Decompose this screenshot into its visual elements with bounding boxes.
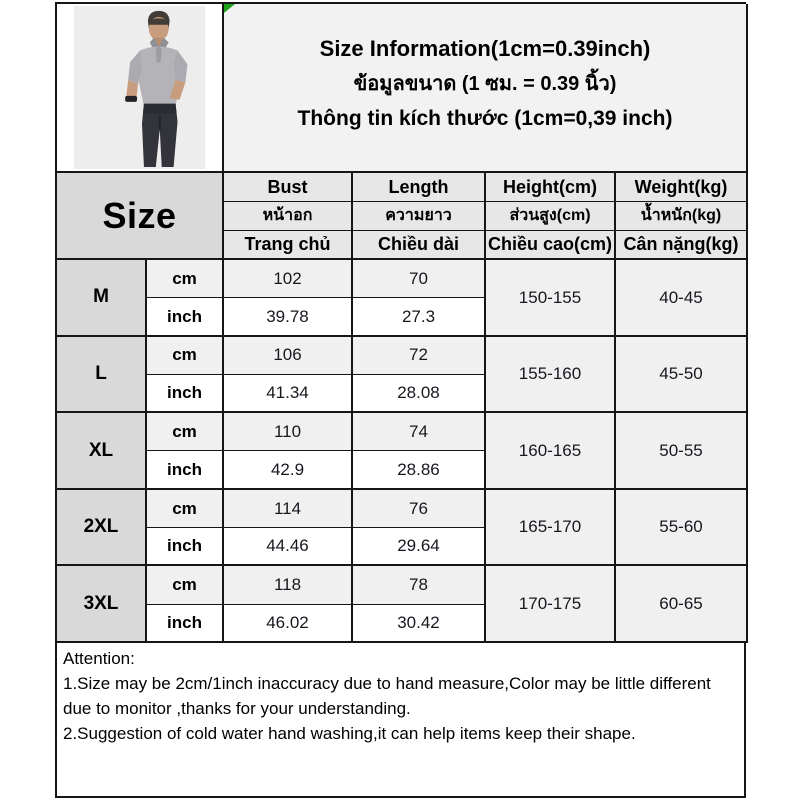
bust-cm-xl: 110: [224, 413, 353, 451]
bust-cm-3xl: 118: [224, 566, 353, 604]
height-m: 150-155: [486, 260, 616, 337]
size-label-xl: XL: [57, 413, 147, 490]
col-weight-en: Weight(kg): [616, 173, 748, 202]
unit-inch-label: inch: [147, 528, 224, 566]
bust-cm-2xl: 114: [224, 490, 353, 528]
unit-cm-label: cm: [147, 490, 224, 528]
attention-heading: Attention:: [63, 648, 135, 668]
size-label-m: M: [57, 260, 147, 337]
length-cm-2xl: 76: [353, 490, 486, 528]
size-label-l: L: [57, 337, 147, 414]
col-bust-en: Bust: [224, 173, 353, 202]
col-weight-th: น้ำหนัก(kg): [616, 202, 748, 231]
length-inch-l: 28.08: [353, 375, 486, 413]
length-cm-xl: 74: [353, 413, 486, 451]
bust-inch-xl: 42.9: [224, 451, 353, 489]
attention-note: [55, 643, 746, 798]
attention-line-2: 2.Suggestion of cold water hand washing,it can help items keep their shape.: [63, 723, 636, 743]
title-vietnamese: Thông tin kích thước (1cm=0,39 inch): [297, 106, 673, 130]
col-length-en: Length: [353, 173, 486, 202]
unit-cm-label: cm: [147, 413, 224, 451]
bust-inch-m: 39.78: [224, 298, 353, 336]
col-weight-vi: Cân nặng(kg): [616, 231, 748, 260]
unit-cm-label: cm: [147, 260, 224, 298]
unit-inch-label: inch: [147, 451, 224, 489]
corner-marker-icon: [224, 4, 235, 13]
size-table: [55, 2, 746, 643]
col-height-en: Height(cm): [486, 173, 616, 202]
weight-l: 45-50: [616, 337, 748, 414]
height-xl: 160-165: [486, 413, 616, 490]
weight-xl: 50-55: [616, 413, 748, 490]
unit-cm-label: cm: [147, 337, 224, 375]
unit-inch-label: inch: [147, 605, 224, 643]
length-inch-xl: 28.86: [353, 451, 486, 489]
col-height-th: ส่วนสูง(cm): [486, 202, 616, 231]
bust-cm-l: 106: [224, 337, 353, 375]
length-inch-3xl: 30.42: [353, 605, 486, 643]
size-label-3xl: 3XL: [57, 566, 147, 643]
col-length-vi: Chiều dài: [353, 231, 486, 260]
title-thai: ข้อมูลขนาด (1 ซม. = 0.39 นิ้ว): [353, 72, 617, 95]
attention-line-1: 1.Size may be 2cm/1inch inaccuracy due to hand measure,Color may be little different due to monitor ,thanks for your understanding.: [63, 673, 711, 718]
length-cm-m: 70: [353, 260, 486, 298]
title-block: [224, 4, 748, 173]
weight-m: 40-45: [616, 260, 748, 337]
bust-inch-2xl: 44.46: [224, 528, 353, 566]
length-inch-2xl: 29.64: [353, 528, 486, 566]
unit-cm-label: cm: [147, 566, 224, 604]
model-photo: [57, 4, 224, 173]
length-inch-m: 27.3: [353, 298, 486, 336]
col-bust-th: หน้าอก: [224, 202, 353, 231]
weight-3xl: 60-65: [616, 566, 748, 643]
weight-2xl: 55-60: [616, 490, 748, 567]
col-length-th: ความยาว: [353, 202, 486, 231]
length-cm-l: 72: [353, 337, 486, 375]
bust-inch-3xl: 46.02: [224, 605, 353, 643]
height-l: 155-160: [486, 337, 616, 414]
col-height-vi: Chiều cao(cm): [486, 231, 616, 260]
title-english: Size Information(1cm=0.39inch): [319, 36, 651, 62]
length-cm-3xl: 78: [353, 566, 486, 604]
col-bust-vi: Trang chủ: [224, 231, 353, 260]
size-label-2xl: 2XL: [57, 490, 147, 567]
unit-inch-label: inch: [147, 375, 224, 413]
unit-inch-label: inch: [147, 298, 224, 336]
bust-cm-m: 102: [224, 260, 353, 298]
size-chart: [55, 2, 746, 798]
bust-inch-l: 41.34: [224, 375, 353, 413]
size-header: Size: [57, 173, 224, 260]
height-3xl: 170-175: [486, 566, 616, 643]
height-2xl: 165-170: [486, 490, 616, 567]
model-photo-illustration: [57, 4, 222, 171]
